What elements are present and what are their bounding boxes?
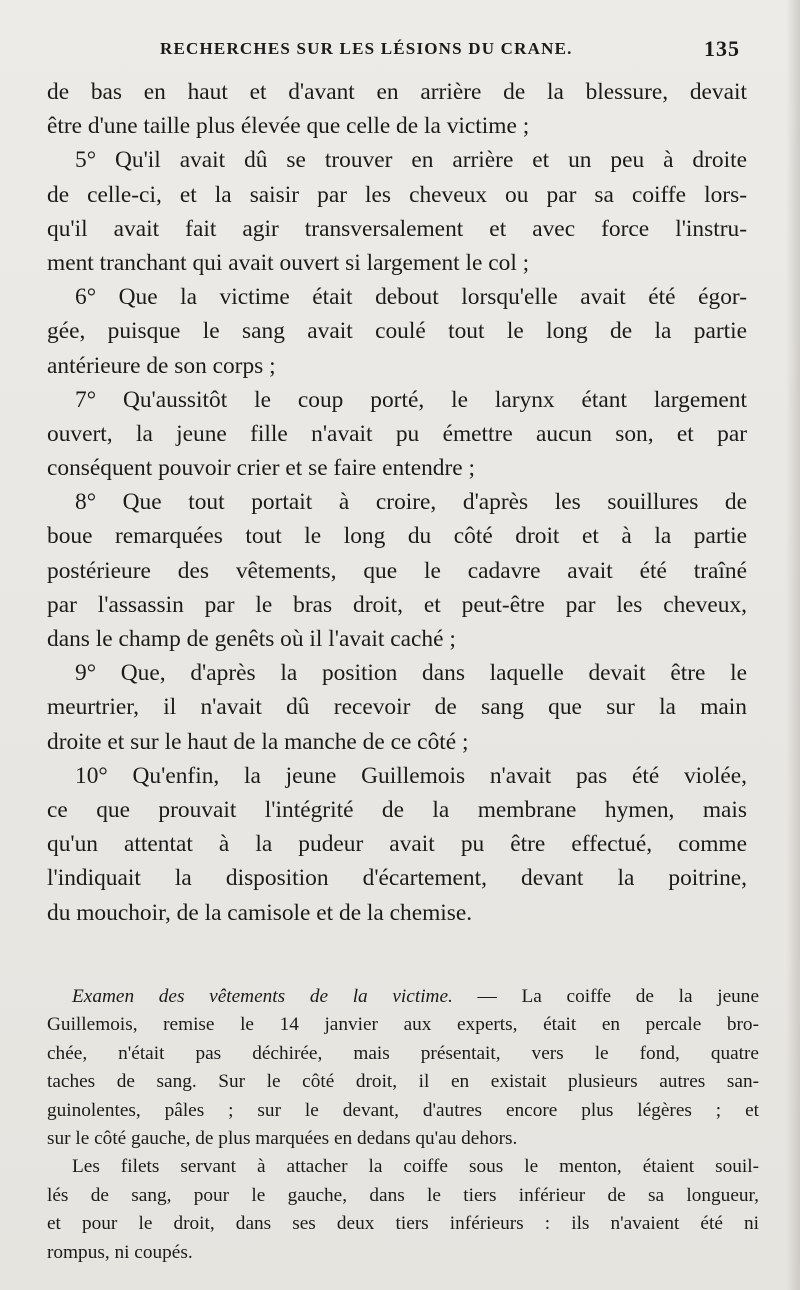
body-line: du mouchoir, de la camisole et de la chemise. bbox=[47, 899, 473, 926]
running-title: RECHERCHES SUR LES LÉSIONS DU CRANE. bbox=[160, 39, 573, 58]
footnote-section bbox=[47, 983, 759, 1267]
body-line: postérieure des vêtements, que le cadavre avait été traîné bbox=[47, 557, 747, 584]
footnote-line: et pour le droit, dans ses deux tiers inférieurs : ils n'avaient été ni bbox=[47, 1213, 759, 1235]
body-line: l'indiquait la disposition d'écartement, devant la poitrine, bbox=[47, 865, 747, 892]
page-number: 135 bbox=[704, 36, 740, 61]
body-line: 10° Qu'enfin, la jeune Guillemois n'avait pas été violée, bbox=[75, 762, 747, 789]
footnote-line: lés de sang, pour le gauche, dans le tiers inférieur de sa longueur, bbox=[47, 1184, 759, 1206]
footnote-heading-rest: — La coiffe de la jeune bbox=[452, 986, 760, 1007]
body-line: être d'une taille plus élevée que celle de la victime ; bbox=[47, 113, 530, 140]
body-line: conséquent pouvoir crier et se faire entendre ; bbox=[47, 455, 475, 482]
body-line: antérieure de son corps ; bbox=[47, 352, 276, 379]
body-line: par l'assassin par le bras droit, et peut-être par les cheveux, bbox=[47, 591, 747, 618]
body-line: de celle-ci, et la saisir par les cheveux ou par sa coiffe lors- bbox=[47, 181, 747, 208]
footnote-line: sur le côté gauche, de plus marquées en dedans qu'au dehors. bbox=[47, 1127, 518, 1149]
page-edge-shadow bbox=[786, 0, 800, 1290]
body-line: 7° Qu'aussitôt le coup porté, le larynx étant largement bbox=[75, 386, 747, 413]
body-line: 9° Que, d'après la position dans laquelle devait être le bbox=[75, 660, 747, 687]
body-text bbox=[47, 75, 747, 930]
body-line: droite et sur le haut de la manche de ce côté ; bbox=[47, 728, 469, 755]
body-line: gée, puisque le sang avait coulé tout le long de la partie bbox=[47, 318, 747, 345]
body-line: boue remarquées tout le long du côté droit et à la partie bbox=[47, 523, 747, 550]
body-line: qu'un attentat à la pudeur avait pu être effectué, comme bbox=[47, 831, 747, 858]
footnote-line: taches de sang. Sur le côté droit, il en existait plusieurs autres san- bbox=[47, 1071, 759, 1093]
body-line: 8° Que tout portait à croire, d'après les souillures de bbox=[75, 489, 747, 516]
footnote-heading-line bbox=[47, 983, 759, 1011]
footnote-line: Les filets servant à attacher la coiffe sous le menton, étaient souil- bbox=[72, 1156, 759, 1178]
body-line: de bas en haut et d'avant en arrière de la blessure, devait bbox=[47, 79, 747, 105]
body-line: 5° Qu'il avait dû se trouver en arrière et un peu à droite bbox=[75, 147, 747, 174]
footnote-line: Guillemois, remise le 14 janvier aux experts, était en percale bro- bbox=[47, 1014, 759, 1036]
body-line: meurtrier, il n'avait dû recevoir de sang que sur la main bbox=[47, 694, 747, 721]
running-head bbox=[48, 36, 748, 66]
body-line: ce que prouvait l'intégrité de la membrane hymen, mais bbox=[47, 796, 747, 823]
footnote-line: rompus, ni coupés. bbox=[47, 1241, 193, 1263]
body-line: dans le champ de genêts où il l'avait caché ; bbox=[47, 626, 456, 652]
body-line: 6° Que la victime était debout lorsqu'elle avait été égor- bbox=[75, 284, 747, 311]
body-line: qu'il avait fait agir transversalement et avec force l'instru- bbox=[47, 215, 747, 242]
body-line: ment tranchant qui avait ouvert si largement le col ; bbox=[47, 249, 530, 276]
footnote-line: chée, n'était pas déchirée, mais présentait, vers le fond, quatre bbox=[47, 1042, 759, 1064]
footnote-line: guinolentes, pâles ; sur le devant, d'autres encore plus légères ; et bbox=[47, 1099, 759, 1121]
body-line: ouvert, la jeune fille n'avait pu émettre aucun son, et par bbox=[47, 420, 747, 447]
footnote-heading: Examen des vêtements de la victime. bbox=[72, 986, 453, 1007]
